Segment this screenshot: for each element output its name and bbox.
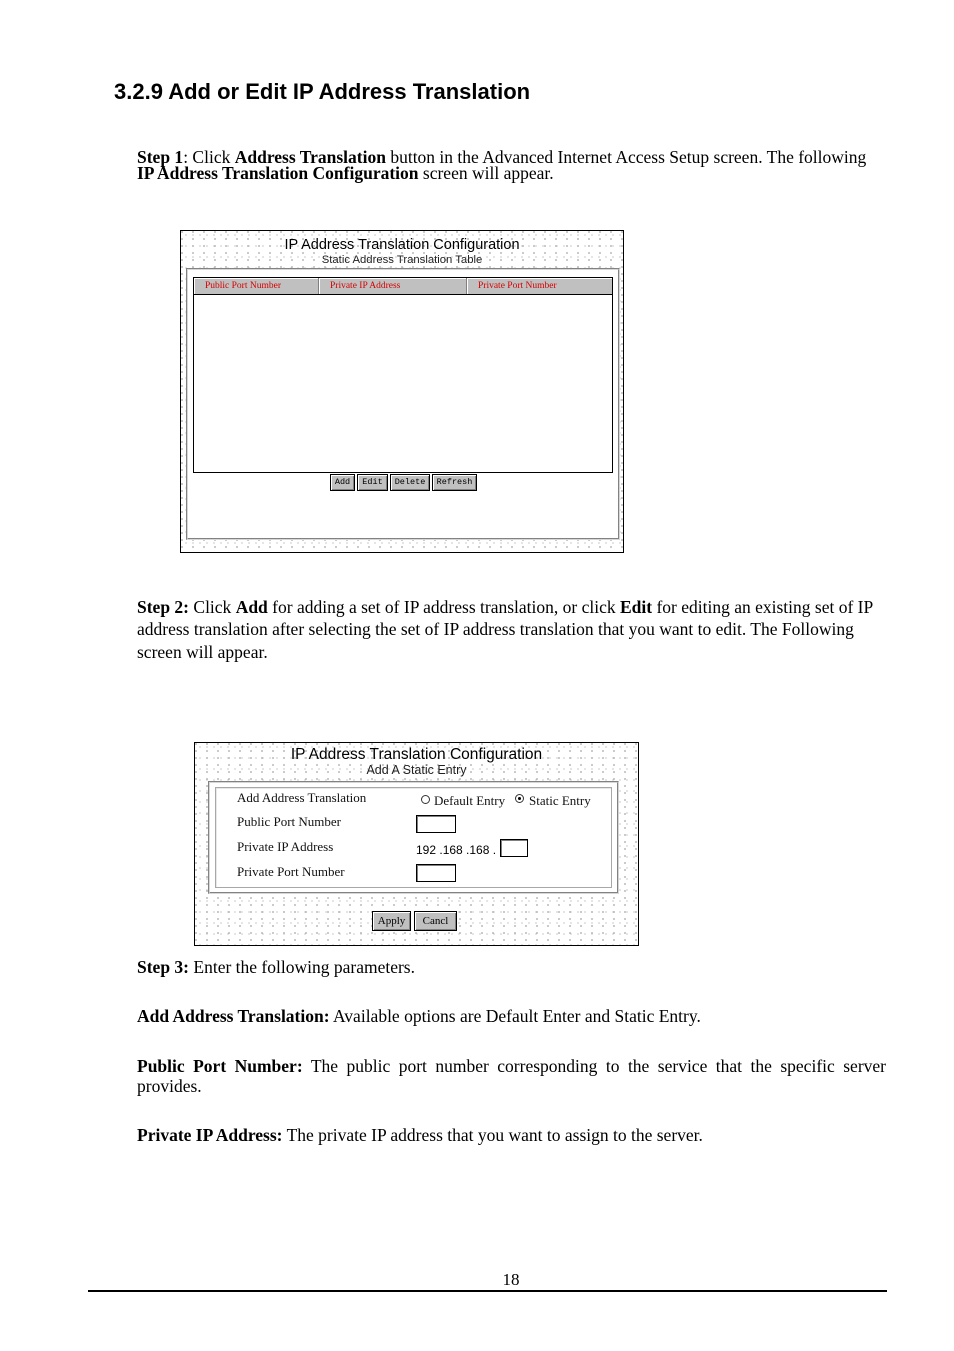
param-description: The private IP address that you want to assign to the server. — [282, 1125, 703, 1145]
public-port-number-input[interactable] — [416, 815, 456, 833]
private-ip-address-label: Private IP Address — [237, 839, 334, 854]
private-ip-prefix: 192 .168 .168 . — [416, 843, 497, 857]
step2-line1 — [137, 597, 873, 617]
step2-line3: screen will appear. — [137, 642, 268, 662]
screen2-title: IP Address Translation Configuration — [290, 746, 543, 763]
section-title: 3.2.9 Add or Edit IP Address Translation — [114, 79, 531, 104]
param-description: The public port number corresponding to the service that the specific server — [302, 1056, 886, 1076]
step1-text: screen will appear. — [418, 163, 554, 183]
step3-label: Step 3: — [137, 957, 190, 977]
param-public-port-number-line1 — [137, 1056, 886, 1076]
step1-text: : Click — [183, 147, 235, 167]
step1-text: button in the Advanced Internet Access Setup screen. The following — [385, 147, 867, 167]
step2-text: Click — [189, 597, 236, 617]
add-button[interactable]: Add — [330, 474, 355, 491]
static-entry-label[interactable]: Static Entry — [529, 793, 591, 808]
param-add-address-translation — [137, 1006, 701, 1026]
param-private-ip-address — [137, 1125, 703, 1145]
footer-rule — [88, 1290, 887, 1292]
step1-label: Step 1 — [137, 147, 184, 167]
step3-line — [137, 957, 415, 977]
screen1-subtitle: Static Address Translation Table — [321, 254, 483, 266]
step2-bold-add: Add — [235, 597, 268, 617]
private-ip-last-octet-input[interactable] — [500, 839, 528, 857]
screen1-title: IP Address Translation Configuration — [284, 237, 520, 253]
table-header-row — [194, 278, 612, 295]
page-number: 18 — [502, 1270, 520, 1289]
step2-line2: address translation after selecting the set of IP address translation that you want to edit. The Following — [137, 619, 854, 639]
default-entry-label[interactable]: Default Entry — [434, 793, 506, 808]
translation-table[interactable] — [193, 277, 613, 473]
private-port-number-input[interactable] — [416, 864, 456, 882]
screen2-subtitle: Add A Static Entry — [366, 763, 467, 777]
add-address-translation-label: Add Address Translation — [237, 790, 367, 805]
screenshot-add-static-entry — [194, 742, 639, 946]
step1-bold-address-translation: Address Translation — [234, 147, 386, 167]
step2-bold-edit: Edit — [619, 597, 653, 617]
static-entry-radio[interactable] — [515, 794, 524, 803]
param-label: Add Address Translation: — [137, 1006, 330, 1026]
apply-button[interactable]: Apply — [372, 911, 411, 931]
edit-button[interactable]: Edit — [357, 474, 388, 491]
param-description: Available options are Default Enter and Static Entry. — [329, 1006, 701, 1026]
step1-bold-screen-name: IP Address Translation Configuration — [137, 163, 419, 183]
refresh-button[interactable]: Refresh — [432, 474, 477, 491]
public-port-number-label: Public Port Number — [237, 814, 341, 829]
default-entry-radio[interactable] — [421, 795, 430, 804]
step2-text: for editing an existing set of IP — [652, 597, 874, 617]
param-label: Private IP Address: — [137, 1125, 283, 1145]
cancel-button[interactable]: Cancl — [414, 911, 457, 931]
column-header-private-ip[interactable]: Private IP Address — [319, 278, 467, 294]
step1-line2 — [137, 163, 554, 183]
param-label: Public Port Number: — [137, 1056, 303, 1076]
column-header-private-port[interactable]: Private Port Number — [467, 278, 612, 294]
step2-text: for adding a set of IP address translation, or click — [267, 597, 620, 617]
screenshot-static-address-table — [180, 230, 624, 553]
private-port-number-label: Private Port Number — [237, 864, 345, 879]
step2-label: Step 2: — [137, 597, 190, 617]
step3-text: Enter the following parameters. — [189, 957, 415, 977]
param-public-port-number-line2: provides. — [137, 1076, 202, 1096]
column-header-public-port[interactable]: Public Port Number — [194, 278, 319, 294]
delete-button[interactable]: Delete — [390, 474, 430, 491]
